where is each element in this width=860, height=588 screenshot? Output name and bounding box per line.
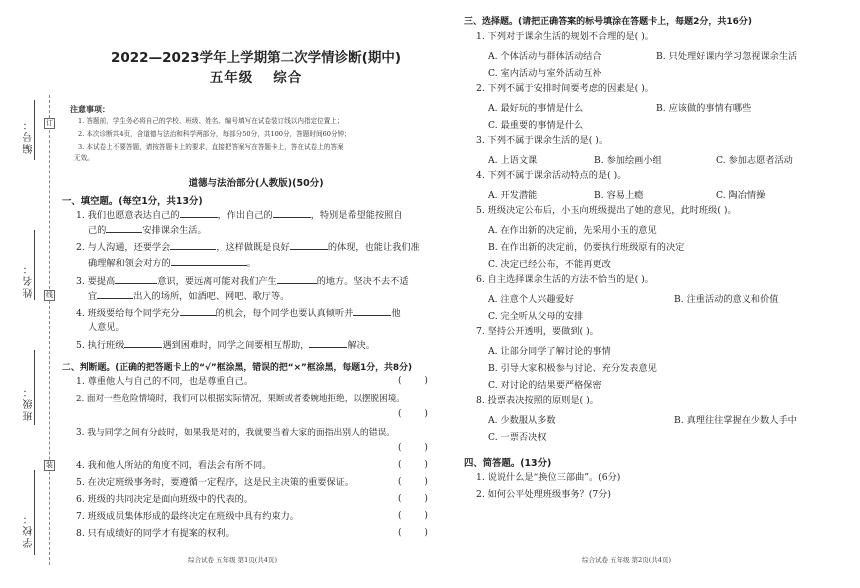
notice-heading: 注意事项： bbox=[70, 105, 110, 114]
blank[interactable] bbox=[353, 306, 391, 316]
name-label: 姓名： bbox=[24, 262, 35, 298]
class-field[interactable] bbox=[34, 350, 35, 425]
fill-question-3: 3. 要提高 意识，要远离可能对我们产生 的地方。坚决不去不适 bbox=[76, 276, 409, 287]
binding-mark-ding: 订 bbox=[46, 119, 53, 127]
choice-option[interactable]: A. 个体活动与群体活动结合 bbox=[488, 51, 602, 62]
answer-paren[interactable]: ( ) bbox=[398, 528, 428, 538]
judge-item: 4. 我和他人所站的角度不同，看法会有所不同。 bbox=[76, 460, 272, 471]
choice-stem: 7. 坚持公开透明，要做到( )。 bbox=[476, 326, 599, 337]
exam-title: 2022—2023学年上学期第二次学情诊断(期中) bbox=[111, 50, 401, 66]
part-heading: 道德与法治部分(人教版)(50分) bbox=[188, 178, 324, 189]
choice-option[interactable]: A. 上语文课 bbox=[488, 155, 538, 166]
choice-heading: 三、选择题。(请把正确答案的标号填涂在答题卡上，每题2分，共16分) bbox=[464, 17, 753, 27]
blank[interactable] bbox=[97, 289, 133, 299]
answer-paren[interactable]: ( ) bbox=[398, 460, 428, 470]
fill-heading: 一、填空题。(每空1分，共13分) bbox=[62, 196, 203, 207]
fill-question-5: 5. 执行班级 遇到困难时，同学之间要相互帮助， 解决。 bbox=[76, 340, 375, 351]
choice-option[interactable]: C. 室内活动与室外活动互补 bbox=[488, 68, 602, 79]
fill-question-3-cont: 宜 出入的场所，如酒吧、网吧、歌厅等。 bbox=[88, 291, 290, 302]
number-label: 编号： bbox=[24, 118, 35, 154]
notice-item: 3. 本试卷上不要答题，请按答题卡上的要求，直接把答案写在答题卡上，答在试卷上的答案 bbox=[78, 143, 344, 151]
blank[interactable] bbox=[124, 338, 162, 348]
page-1-footer: 综合试卷 五年级 第1页(共4页) bbox=[188, 556, 277, 564]
judge-item: 8. 只有成绩好的同学才有提案的权利。 bbox=[76, 528, 235, 539]
choice-option[interactable]: B. 参加绘画小组 bbox=[594, 155, 662, 166]
choice-option[interactable]: C. 参加志愿者活动 bbox=[716, 155, 793, 166]
judge-heading: 二、判断题。(正确的把答题卡上的“√”框涂黑，错误的把“×”框涂黑，每题1分，共8分) bbox=[62, 363, 413, 373]
judge-item: 5. 在决定班级事务时，要遵循一定程序，这是民主决策的重要保证。 bbox=[76, 477, 355, 488]
choice-option[interactable]: C. 对讨论的结果要严格保密 bbox=[488, 380, 602, 391]
fill-question-1-cont: 己的 安排课余生活。 bbox=[88, 225, 207, 236]
choice-option[interactable]: A. 注意个人兴趣爱好 bbox=[488, 294, 574, 305]
fill-question-4: 4. 班级要给每个同学充分 的机会，每个同学也要认真倾听并 他 bbox=[76, 308, 401, 319]
school-label: 学校： bbox=[24, 512, 35, 548]
judge-item: 7. 班级成员集体形成的最终决定在班级中具有约束力。 bbox=[76, 511, 299, 522]
choice-option[interactable]: A. 让部分同学了解讨论的事情 bbox=[488, 346, 611, 357]
answer-paren[interactable]: ( ) bbox=[398, 376, 428, 386]
choice-stem: 6. 自主选择课余生活的方法不恰当的是( )。 bbox=[476, 274, 654, 285]
choice-option[interactable]: C. 陶冶情操 bbox=[716, 190, 766, 201]
page-2-footer: 综合试卷 五年级 第2页(共4页) bbox=[582, 556, 671, 564]
choice-option[interactable]: A. 在作出新的决定前，先采用小玉的意见 bbox=[488, 225, 657, 236]
answer-paren[interactable]: ( ) bbox=[398, 477, 428, 487]
blank[interactable] bbox=[277, 274, 317, 284]
choice-option[interactable]: A. 开发潜能 bbox=[488, 190, 538, 201]
choice-option[interactable]: C. 最重要的事情是什么 bbox=[488, 120, 584, 131]
judge-item: 3. 我与同学之间有分歧时，如果我是对的，我就要当着大家的面指出别人的错误。 bbox=[76, 428, 396, 438]
notice-item: 2. 本次诊断共4页，含道德与法治和科学两部分，每部分50分，共100分，答题时间60分钟； bbox=[78, 130, 351, 138]
answer-paren[interactable]: ( ) bbox=[398, 443, 428, 453]
choice-option[interactable]: B. 应该做的事情有哪些 bbox=[656, 103, 752, 114]
choice-stem: 4. 下列不属于课余活动特点的是( )。 bbox=[476, 170, 627, 181]
notice-item: 无效。 bbox=[74, 154, 94, 162]
blank[interactable] bbox=[309, 338, 347, 348]
choice-stem: 8. 投票表决按照的原则是( )。 bbox=[476, 395, 599, 406]
choice-option[interactable]: C. 一票否决权 bbox=[488, 432, 547, 443]
choice-option[interactable]: C. 决定已经公布，不能再更改 bbox=[488, 259, 611, 270]
blank[interactable] bbox=[180, 306, 216, 316]
binding-mark-zhuang: 装 bbox=[46, 461, 53, 469]
fill-question-1: 1. 我们也愿意表达自己的 ，作出自己的 ，特别是希望能按照自 bbox=[76, 210, 403, 221]
short-answer-question: 1. 说说什么是“换位三部曲”。(6分) bbox=[476, 472, 621, 483]
fill-question-2: 2. 与人沟通，还要学会 ，这样做既是良好 的体现，也能让我们准 bbox=[76, 242, 420, 253]
blank[interactable] bbox=[115, 274, 157, 284]
choice-option[interactable]: B. 只处理好课内学习忽视课余生活 bbox=[656, 51, 798, 62]
binding-mark-xian: 线 bbox=[46, 291, 53, 299]
choice-option[interactable]: A. 少数服从多数 bbox=[488, 415, 556, 426]
judge-item: 1. 尊重他人与自己的不同，也是尊重自己。 bbox=[76, 376, 254, 387]
answer-paren[interactable]: ( ) bbox=[398, 409, 428, 419]
answer-paren[interactable]: ( ) bbox=[398, 494, 428, 504]
name-field[interactable] bbox=[34, 230, 35, 300]
page-2 bbox=[452, 0, 860, 588]
judge-item: 6. 班级的共同决定是面向班级中的代表的。 bbox=[76, 494, 254, 505]
blank[interactable] bbox=[170, 240, 216, 250]
choice-stem: 3. 下列不属于课余生活的是( )。 bbox=[476, 135, 609, 146]
fill-question-4-cont: 人意见。 bbox=[88, 322, 125, 333]
fill-question-2-cont: 确理解和领会对方的 。 bbox=[88, 258, 256, 269]
choice-stem: 2. 下列不属于安排时间要考虑的因素是( )。 bbox=[476, 83, 654, 94]
exam-subject: 综合 bbox=[273, 70, 303, 86]
choice-option[interactable]: B. 注重活动的意义和价值 bbox=[674, 294, 779, 305]
binding-dashed-line bbox=[49, 95, 50, 565]
exam-grade: 五年级 bbox=[209, 70, 254, 86]
choice-stem: 1. 下列对于课余生活的规划不合理的是( )。 bbox=[476, 31, 654, 42]
school-field[interactable] bbox=[34, 470, 35, 555]
answer-paren[interactable]: ( ) bbox=[398, 511, 428, 521]
short-answer-heading: 四、简答题。(13分) bbox=[464, 458, 552, 469]
class-label: 班级： bbox=[24, 385, 35, 421]
choice-option[interactable]: B. 真理往往掌握在少数人手中 bbox=[674, 415, 797, 426]
choice-option[interactable]: C. 完全听从父母的安排 bbox=[488, 311, 584, 322]
binding-margin bbox=[0, 0, 62, 588]
blank[interactable] bbox=[171, 256, 247, 266]
choice-option[interactable]: A. 最好玩的事情是什么 bbox=[488, 103, 584, 114]
choice-stem: 5. 班级决定公布后，小玉向班级提出了她的意见，此时班级( )。 bbox=[476, 205, 737, 216]
judge-item: 2. 面对一些危险情境时，我们可以根据实际情况，果断或者委婉地拒绝，以摆脱困境。 bbox=[76, 394, 405, 404]
choice-option[interactable]: B. 容易上瘾 bbox=[594, 190, 644, 201]
blank[interactable] bbox=[273, 208, 311, 218]
number-field[interactable] bbox=[34, 100, 35, 160]
exam-subtitle bbox=[70, 66, 442, 86]
blank[interactable] bbox=[106, 223, 142, 233]
blank[interactable] bbox=[180, 208, 218, 218]
choice-option[interactable]: B. 在作出新的决定前，仍要执行班级原有的决定 bbox=[488, 242, 685, 253]
choice-option[interactable]: B. 引导大家积极参与讨论、充分发表意见 bbox=[488, 363, 657, 374]
notice-item: 1. 答题前，学生务必将自己的学校、班级、姓名、编号填写在试卷装订线以内指定位置上； bbox=[78, 117, 344, 125]
blank[interactable] bbox=[290, 240, 328, 250]
short-answer-question: 2. 如何公平处理班级事务？(7分) bbox=[476, 489, 611, 500]
